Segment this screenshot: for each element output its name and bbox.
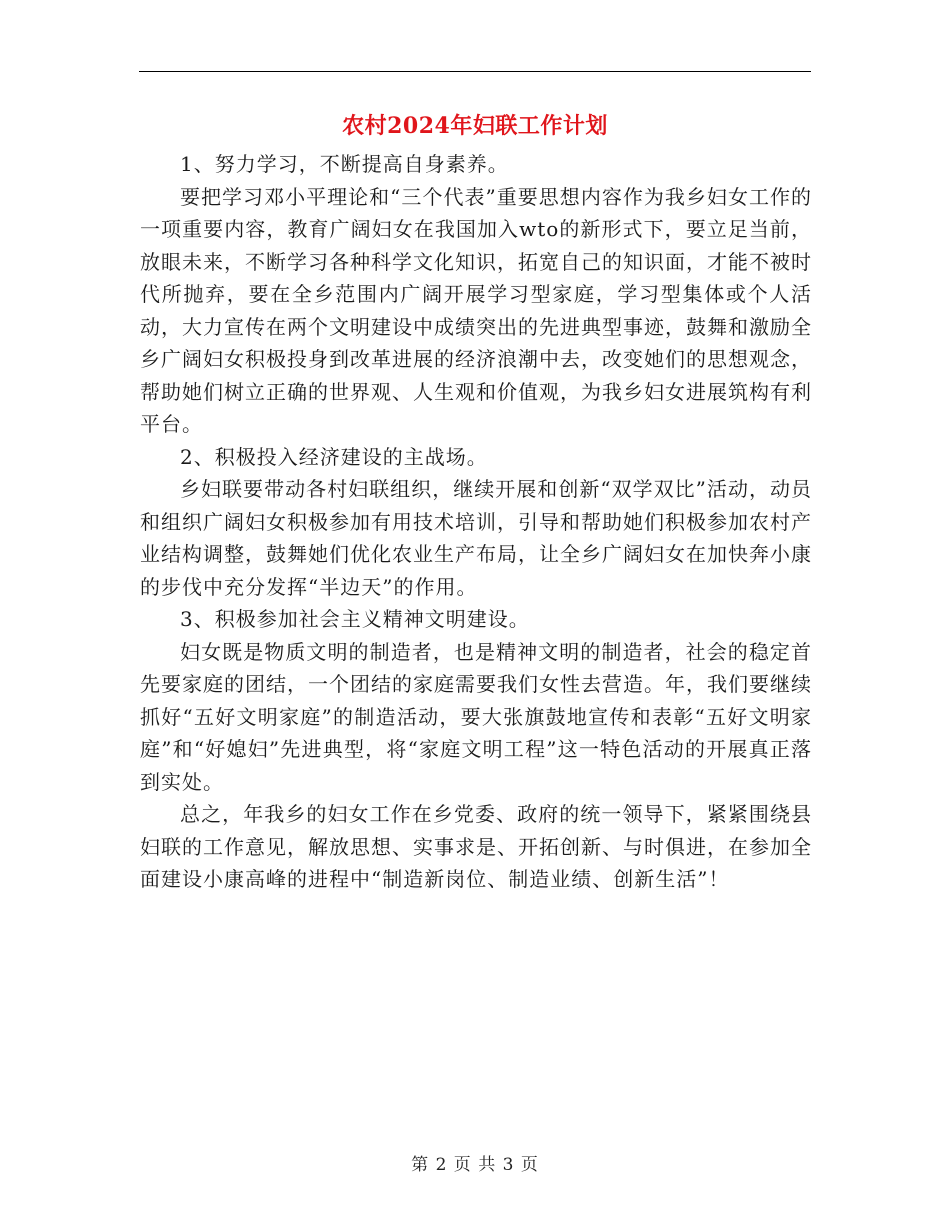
paragraph-conclusion: 总之，年我乡的妇女工作在乡党委、政府的统一领导下，紧紧围绕县妇联的工作意见，解放思想、实事求是、开拓创新、与时俱进，在参加全面建设小康高峰的进程中“制造新岗位、制造业绩、创新生活”！ (140, 802, 812, 891)
paragraph-heading-2: 2、积极投入经济建设的主战场。 (180, 444, 488, 469)
paragraph: 要把学习邓小平理论和“三个代表”重要思想内容作为我乡妇女工作的一项重要内容，教育广阔妇女在我国加入wto的新形式下，要立足当前，放眼未来，不断学习各种科学文化知识，拓宽自己的知识面，才能不被时代所抛弃，要在全乡范围内广阔开展学习型家庭，学习型集体或个人活动，大力宣传在两个文明建设中成绩突出的先进典型事迹，鼓舞和激励全乡广阔妇女积极投身到改革进展的经济浪潮中去，改变她们的思想观念，帮助她们树立正确的世界观、人生观和价值观，为我乡妇女进展筑构有利平台。 (140, 184, 812, 436)
page-number-footer: 第 2 页 共 3 页 (411, 1155, 539, 1175)
document-body (140, 148, 812, 896)
paragraph-heading-1: 1、努力学习，不断提高自身素养。 (180, 152, 509, 176)
document-title: 农村2024年妇联工作计划 (342, 113, 608, 139)
paragraph: 乡妇联要带动各村妇联组织，继续开展和创新“双学双比”活动，动员和组织广阔妇女积极参加有用技术培训，引导和帮助她们积极参加农村产业结构调整，鼓舞她们优化农业生产布局，让全乡广阔妇女在加快奔小康的步伐中充分发挥“半边天”的作用。 (140, 477, 812, 599)
paragraph: 妇女既是物质文明的制造者，也是精神文明的制造者，社会的稳定首先要家庭的团结，一个团结的家庭需要我们女性去营造。年，我们要继续抓好“五好文明家庭”的制造活动，要大张旗鼓地宣传和表彰“五好文明家庭”和“好媳妇”先进典型，将“家庭文明工程”这一特色活动的开展真正落到实处。 (140, 639, 812, 794)
header-rule (139, 71, 811, 72)
paragraph-heading-3: 3、积极参加社会主义精神文明建设。 (180, 607, 530, 631)
